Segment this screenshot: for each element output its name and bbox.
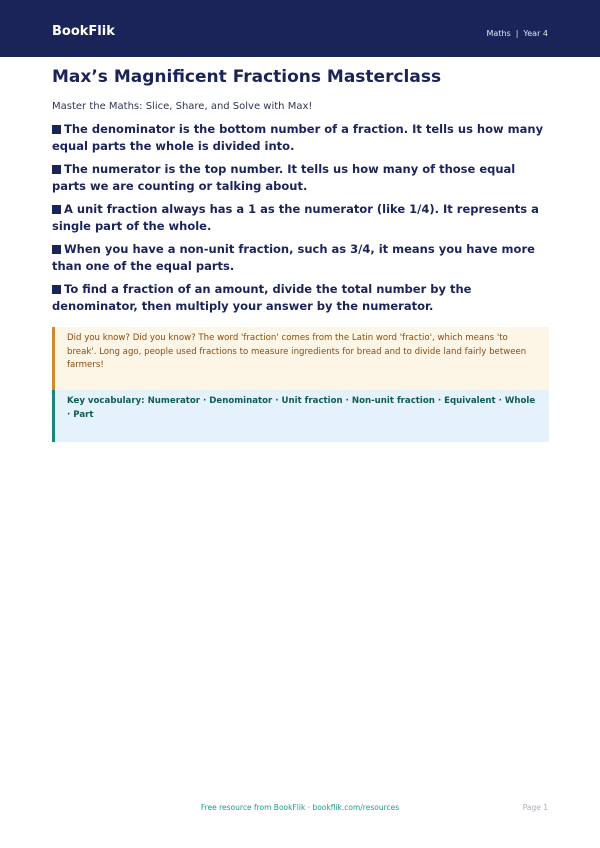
brand-logo-text[interactable]: BookFlik bbox=[52, 24, 115, 39]
key-points-list bbox=[52, 121, 550, 321]
footer-resource-link[interactable]: Free resource from BookFlik · bookflik.com/resources bbox=[200, 803, 400, 812]
header-bar bbox=[0, 0, 600, 57]
key-point-text: To find a fraction of an amount, divide the total number by the denominator, then multiply your answer by the numerator. bbox=[52, 282, 472, 313]
key-point bbox=[52, 161, 550, 195]
key-point bbox=[52, 201, 550, 235]
square-bullet-icon bbox=[52, 125, 61, 134]
square-bullet-icon bbox=[52, 285, 61, 294]
meta-separator: | bbox=[515, 29, 519, 38]
square-bullet-icon bbox=[52, 205, 61, 214]
subject-year-label bbox=[487, 28, 548, 40]
subject-label: Maths bbox=[486, 29, 511, 38]
key-point-text: The numerator is the top number. It tells us how many of those equal parts we are counting or talking about. bbox=[52, 162, 516, 193]
year-label: Year 4 bbox=[523, 29, 548, 38]
key-point-text: A unit fraction always has a 1 as the numerator (like 1/4). It represents a single part of the whole. bbox=[52, 202, 539, 233]
fun-fact-callout: Did you know? Did you know? The word 'fraction' comes from the Latin word 'fractio', which means 'to break'. Long ago, people used fractions to measure ingredients for bread and to divide land fairly between farmers! bbox=[52, 327, 549, 390]
key-vocabulary-callout: Key vocabulary: Numerator · Denominator · Unit fraction · Non-unit fraction · Equivalent · Whole · Part bbox=[52, 390, 549, 442]
page-subtitle: Master the Maths: Slice, Share, and Solve with Max! bbox=[52, 101, 313, 112]
key-point bbox=[52, 241, 550, 275]
square-bullet-icon bbox=[52, 245, 61, 254]
page-title: Max’s Magnificent Fractions Masterclass bbox=[52, 67, 442, 87]
page-footer bbox=[0, 802, 600, 814]
key-point bbox=[52, 121, 550, 155]
square-bullet-icon bbox=[52, 165, 61, 174]
key-point bbox=[52, 281, 550, 315]
page-number: Page 1 bbox=[522, 803, 548, 812]
key-point-text: When you have a non-unit fraction, such as 3/4, it means you have more than one of the equal parts. bbox=[52, 242, 535, 273]
key-point-text: The denominator is the bottom number of a fraction. It tells us how many equal parts the whole is divided into. bbox=[52, 122, 544, 153]
